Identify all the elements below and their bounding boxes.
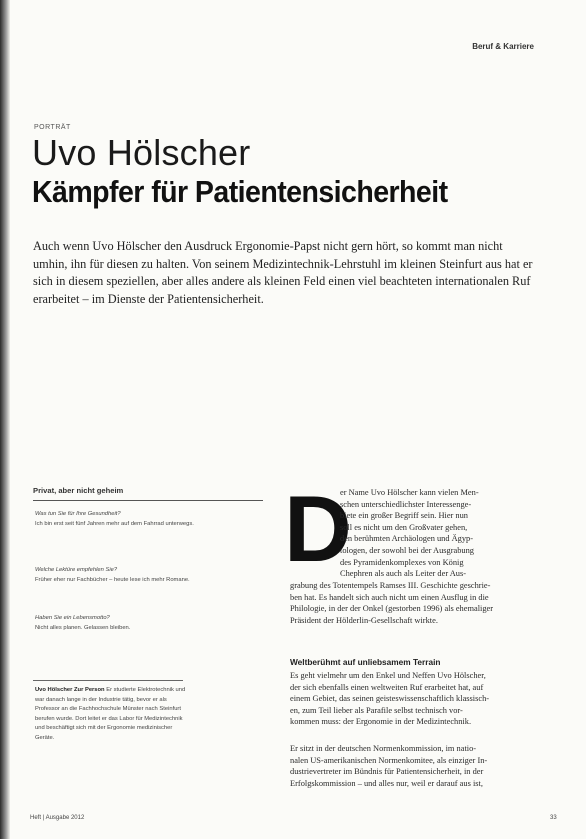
sidebar-title: Privat, aber nicht geheim — [33, 486, 124, 495]
body-line: der sich ebenfalls einen weltweiten Ruf erarbeitet hat, auf — [290, 682, 484, 692]
body-line: des Pyramidenkomplexes von König — [340, 557, 464, 567]
article-headline: Kämpfer für Patientensicherheit — [32, 174, 448, 209]
page-number: 33 — [550, 815, 557, 821]
sidebar-question: Welche Lektüre empfehlen Sie? — [35, 567, 118, 573]
sidebar-qa-item — [35, 614, 210, 633]
article-name: Uvo Hölscher — [32, 132, 251, 173]
body-line: schen unterschiedlichster Interessenge- — [340, 499, 472, 509]
sidebar-qa-item — [35, 510, 210, 529]
body-text-full — [290, 580, 534, 626]
body-line: ben hat. Es handelt sich auch nicht um einen Ausflug in die — [290, 592, 489, 602]
article-kicker: PORTRÄT — [34, 124, 71, 131]
body-line: dustrievertreter im Bündnis für Patientensicherheit, in der — [290, 767, 484, 777]
sidebar-answer: Nicht alles planen. Gelassen bleiben. — [35, 624, 131, 631]
body-line: Erfolgskommission – und alles nur, weil er darauf aus ist, — [290, 778, 483, 788]
body-line: kommen muss: der Ergonomie in der Medizintechnik. — [290, 717, 472, 727]
body-line: tologen, der sowohl bei der Ausgrabung — [340, 545, 474, 555]
body-text-mid — [290, 670, 534, 728]
body-line: Es geht vielmehr um den Enkel und Neffen Uvo Hölscher, — [290, 671, 486, 680]
body-line: Präsident der Hölderlin-Gesellschaft wirkte. — [290, 615, 438, 625]
body-line: Philologie, in der der Onkel (gestorben 1996) als ehemaliger — [290, 604, 494, 614]
bio-text: Er studierte Elektrotechnik und war danach lange in der Industrie tätig, bevor er als Professor an die Fachhochschule Münster nach Steinfurt berufen wurde. Dort leitet er das Labor für Medizintechnik und beschäftigt sich mit der Ergonomie medizinischer Geräte. — [35, 687, 186, 741]
body-text-wrapped — [340, 487, 532, 580]
body-line: Er sitzt in der deutschen Normenkommission, im natio- — [290, 744, 477, 753]
footer-left: Heft | Ausgabe 2012 — [30, 815, 85, 821]
body-text-bottom — [290, 743, 534, 789]
sidebar-answer: Früher eher nur Fachbücher – heute lese ich mehr Romane. — [35, 576, 190, 583]
body-line: biete ein großer Begriff sein. Hier nun — [340, 511, 468, 521]
section-label: Beruf & Karriere — [472, 42, 534, 51]
body-line: grabung des Totentempels Ramses III. Geschichte geschrie- — [290, 581, 491, 590]
drop-cap: D — [284, 476, 352, 581]
body-line: nalen US-amerikanischen Normenkomitee, als einziger In- — [290, 755, 488, 765]
bio-box — [35, 686, 191, 744]
sidebar-question: Haben Sie ein Lebensmotto? — [35, 615, 110, 621]
body-line: er Name Uvo Hölscher kann vielen Men- — [340, 488, 479, 497]
sidebar-rule — [33, 500, 263, 501]
bio-label: Zur Person — [74, 687, 105, 693]
sidebar-answer: Ich bin erst seit fünf Jahren mehr auf dem Fahrrad unterwegs. — [35, 520, 194, 527]
page-spine-shadow — [0, 0, 10, 839]
body-line: en, zum Teil lieber als Parafile selbst technisch vor- — [290, 705, 463, 715]
article-lead: Auch wenn Uvo Hölscher den Ausdruck Ergonomie-Papst nicht gern hört, so kommt man nicht umhin, ihn für diesen zu halten. Von seinem Medizintechnik-Lehrstuhl im kleinen Steinfurt aus hat er sich in diesem speziellen, aber alles andere als kleinen Feld einen viel beachteten internationalen Ruf erarbeitet – im Dienste der Patientensicherheit. — [33, 239, 533, 306]
bio-name: Uvo Hölscher — [35, 687, 73, 693]
bio-rule — [33, 680, 183, 681]
body-subhead: Weltberühmt auf unliebsamem Terrain — [290, 657, 441, 667]
footer-issue: Ausgabe 2012 — [45, 815, 85, 821]
body-line: einem Gebiet, das seinen geisteswissenschaftlich klassisch- — [290, 694, 490, 704]
body-line: soll es nicht um den Großvater gehen, — [340, 522, 468, 532]
sidebar-qa-item — [35, 566, 210, 585]
footer-magazine: Heft — [30, 815, 42, 821]
body-line: Chephren als auch als Leiter der Aus- — [340, 569, 467, 579]
sidebar-question: Was tun Sie für Ihre Gesundheit? — [35, 511, 121, 517]
body-line: den berühmten Archäologen und Ägyp- — [340, 534, 474, 544]
